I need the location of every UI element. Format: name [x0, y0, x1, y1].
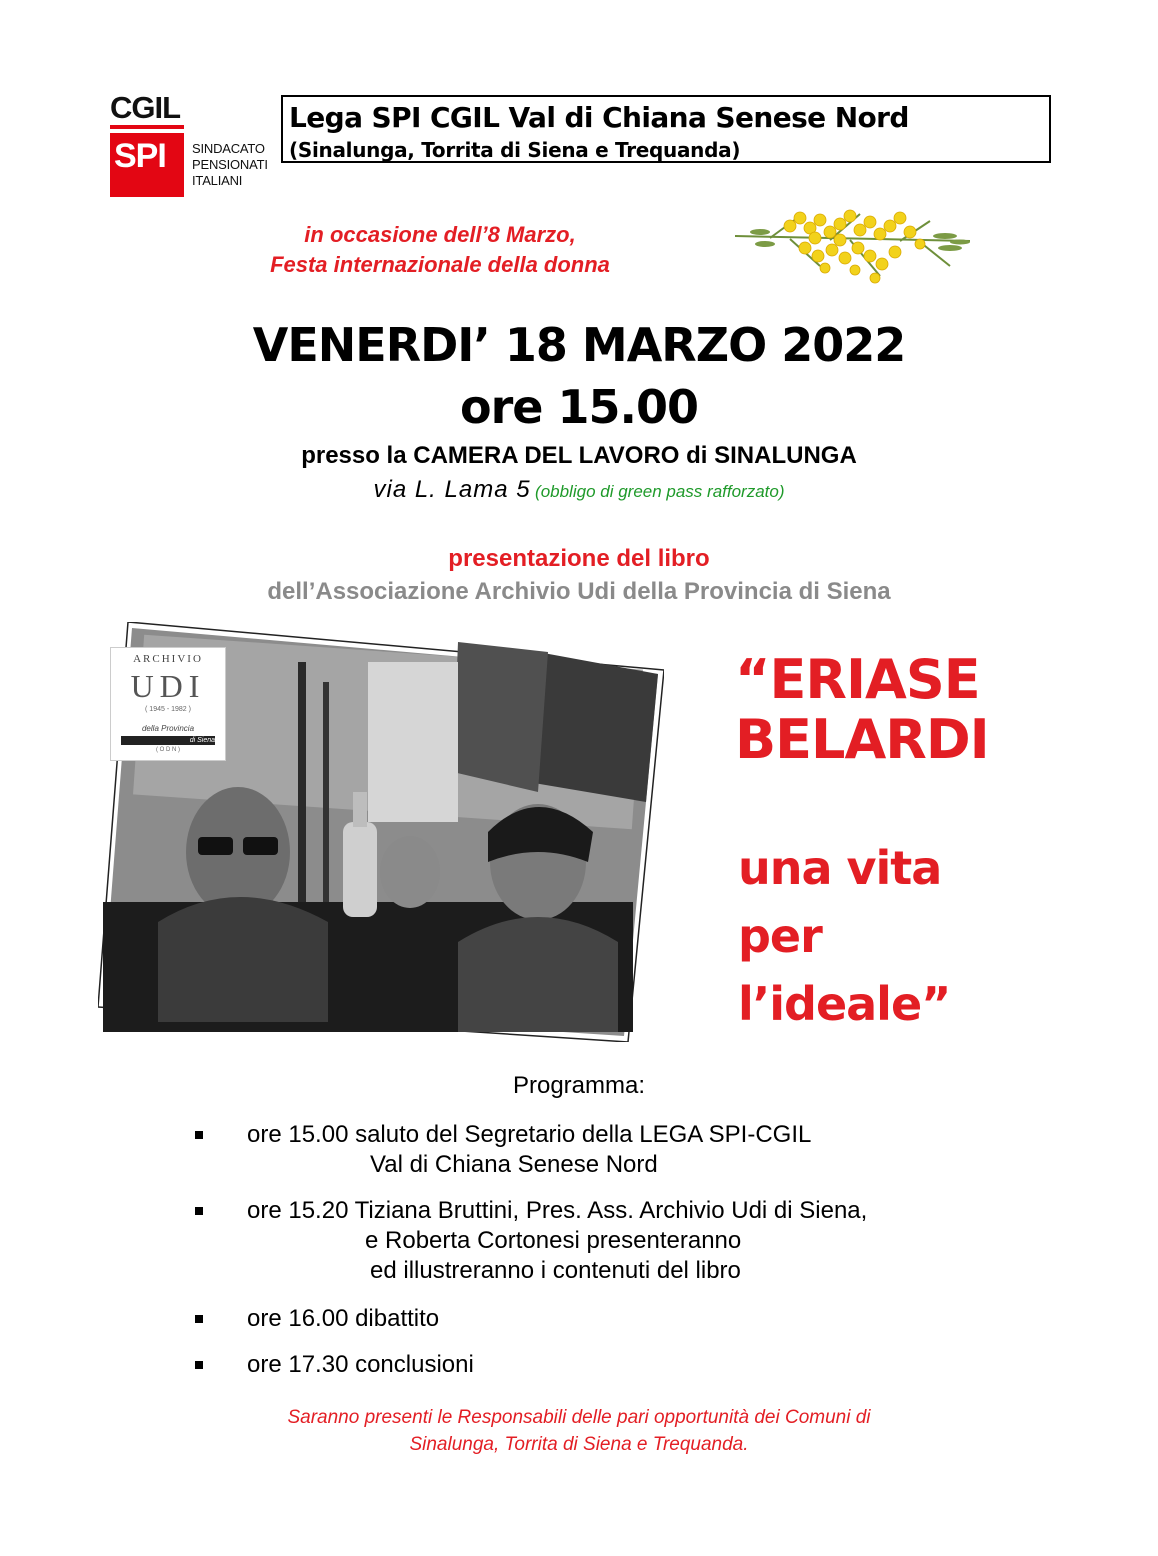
footer-line: Sinalunga, Torrita di Siena e Trequanda. [409, 1434, 749, 1455]
association-name: dell’Associazione Archivio Udi della Provincia di Siena [267, 578, 891, 605]
event-street: via L. Lama 5 [373, 476, 531, 503]
udi-archivio-text: ARCHIVIO [133, 653, 203, 665]
logo-cgil-text: CGIL [110, 90, 181, 125]
book-subtitle-line: l’ideale” [738, 977, 951, 1031]
udi-siena-bar: di Siena [121, 736, 215, 745]
book-subtitle-line: una vita [738, 841, 942, 895]
logo-caption [192, 141, 268, 189]
footer-note [0, 1404, 1158, 1458]
header-box [281, 95, 1051, 163]
presentation-label: presentazione del libro [448, 545, 710, 572]
book-title-line: BELARDI [735, 708, 989, 771]
occasion-text [160, 220, 720, 280]
footer-line: Saranno presenti le Responsabili delle pari opportunità dei Comuni di [287, 1407, 871, 1428]
mimosa-flower-image [730, 196, 975, 296]
event-date: VENERDI’ 18 MARZO 2022 [252, 318, 906, 372]
logo-caption-line: SINDACATO [192, 141, 265, 156]
program-item-line: ore 15.00 saluto del Segretario della LEGA SPI-CGIL [247, 1121, 812, 1148]
program-item-line: ore 15.20 Tiziana Bruttini, Pres. Ass. Archivio Udi di Siena, [247, 1197, 868, 1224]
event-venue: presso la CAMERA DEL LAVORO di SINALUNGA [301, 442, 857, 469]
occasion-line: in occasione dell’8 Marzo, [304, 222, 576, 247]
udi-years: ( 1945 - 1982 ) [145, 706, 191, 713]
logo-divider [110, 129, 184, 133]
program-item-line: ore 17.30 conclusioni [247, 1351, 474, 1378]
bullet-icon [195, 1207, 203, 1215]
book-title [735, 650, 989, 770]
book-subtitle-line: per [738, 909, 822, 963]
spi-cgil-logo [110, 92, 274, 202]
occasion-line: Festa internazionale della donna [270, 252, 610, 277]
event-time: ore 15.00 [459, 380, 698, 434]
logo-caption-line: PENSIONATI [192, 157, 268, 172]
bullet-icon [195, 1131, 203, 1139]
program-item-line: ore 16.00 dibattito [247, 1305, 440, 1332]
program-heading: Programma: [512, 1072, 646, 1099]
logo-caption-line: ITALIANI [192, 173, 243, 188]
udi-provincia: della Provincia [141, 724, 195, 733]
program-item-line: ed illustreranno i contenuti del libro [370, 1257, 741, 1284]
bullet-icon [195, 1315, 203, 1323]
logo-spi-text: SPI [114, 137, 166, 175]
header-title: Lega SPI CGIL Val di Chiana Senese Nord [289, 101, 909, 134]
udi-archive-logo [110, 647, 226, 761]
event-address [0, 476, 1158, 504]
udi-letters: UDI [130, 668, 206, 704]
book-title-line: “ERIASE [735, 648, 980, 711]
header-subtitle: (Sinalunga, Torrita di Siena e Trequanda) [289, 138, 741, 162]
bullet-icon [195, 1361, 203, 1369]
book-subtitle [738, 834, 950, 1038]
program-item-line: e Roberta Cortonesi presenteranno [365, 1227, 742, 1254]
program-item-line: Val di Chiana Senese Nord [370, 1151, 658, 1178]
udi-code: ( O D N ) [156, 747, 180, 753]
event-note: (obbligo di green pass rafforzato) [535, 482, 785, 501]
